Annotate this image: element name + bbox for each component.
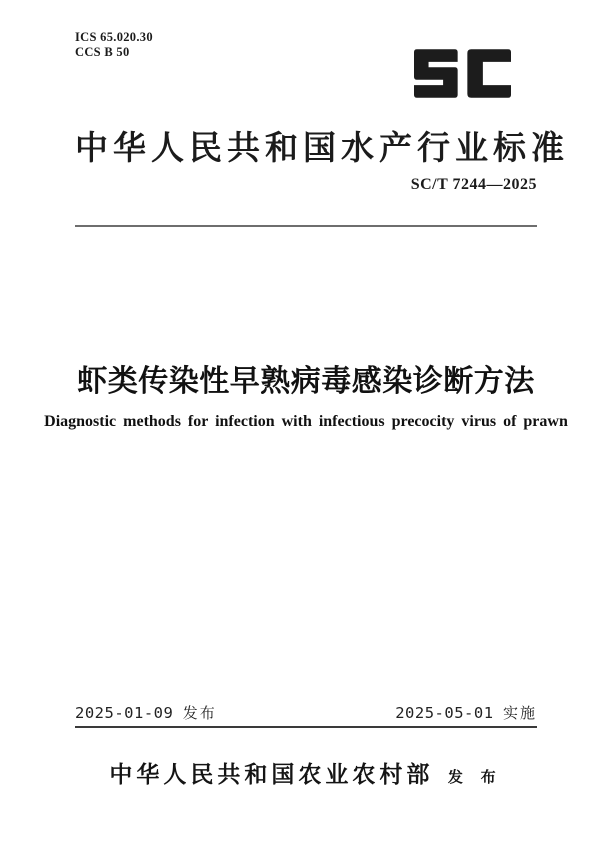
publisher-row — [75, 756, 537, 789]
classification-codes — [75, 30, 153, 60]
implement-date-item — [395, 702, 537, 723]
footer-divider-line — [75, 726, 537, 728]
publisher-name: 中华人民共和国农业农村部 — [109, 762, 434, 787]
sc-logo-icon — [414, 49, 511, 98]
ics-code: ICS 65.020.30 — [75, 30, 153, 44]
implement-date-label: 实施 — [502, 705, 537, 722]
standard-category-title: 中华人民共和国水产行业标准 — [75, 129, 569, 166]
publisher-suffix-label: 发 布 — [447, 770, 503, 786]
header-divider-line — [75, 225, 537, 227]
document-title-chinese: 虾类传染性早熟病毒感染诊断方法 — [77, 365, 535, 398]
sc-logo-letter-c — [467, 49, 511, 98]
ccs-code: CCS B 50 — [75, 45, 130, 59]
issue-date-label: 发布 — [182, 705, 217, 722]
sc-logo-letter-s — [414, 49, 458, 98]
document-title-english: Diagnostic methods for infection with infectious precocity virus of prawn — [44, 413, 568, 430]
standard-number: SC/T 7244—2025 — [410, 176, 537, 193]
implement-date: 2025-05-01 — [395, 704, 494, 722]
dates-row — [75, 702, 537, 723]
issue-date: 2025-01-09 — [75, 704, 174, 722]
issue-date-item — [75, 702, 217, 723]
